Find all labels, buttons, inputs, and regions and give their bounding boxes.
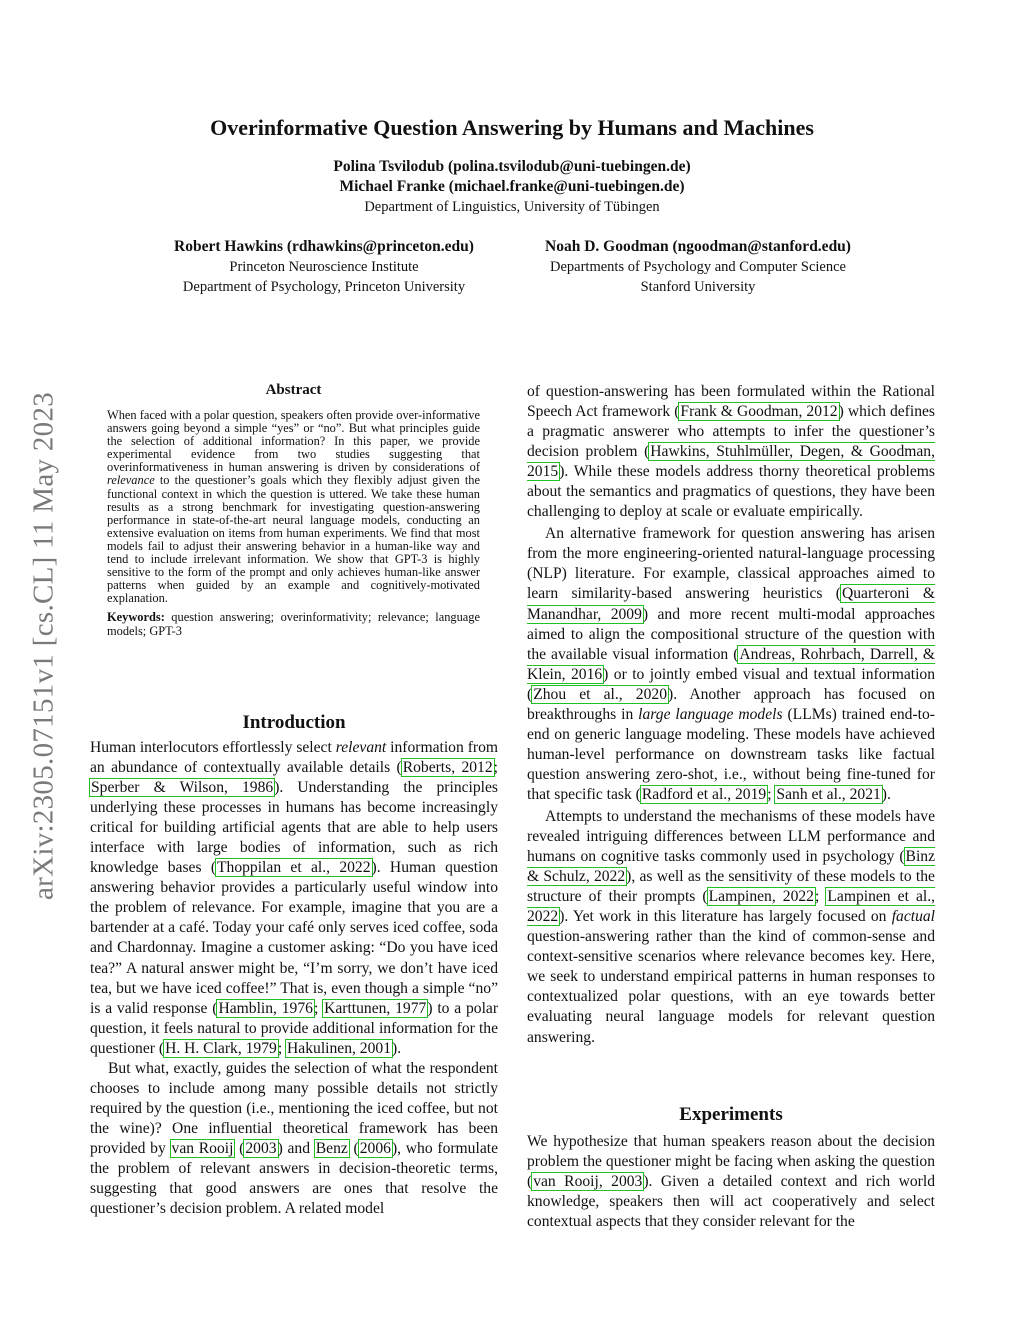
citation-link[interactable]: Radford et al., 2019 xyxy=(641,785,767,803)
citation-link[interactable]: Karttunen, 1977 xyxy=(324,999,427,1017)
author-block-left xyxy=(140,236,508,297)
author-affiliation: Princeton Neuroscience Institute xyxy=(229,259,419,275)
citation-link[interactable]: Thoppilan et al., 2022 xyxy=(217,859,371,877)
citation-link[interactable]: Hawkins, Stuhlmüller, Degen, & Goodman, 2015 xyxy=(527,443,935,481)
author-affiliation: Department of Psychology, Princeton University xyxy=(182,279,466,295)
citation-link[interactable]: H. H. Clark, 1979 xyxy=(165,1039,277,1057)
section-heading: Experiments xyxy=(679,1104,783,1125)
experiments-section xyxy=(527,1104,935,1232)
citation-link[interactable]: Andreas, Rohrbach, Darrell, & Klein, 2016 xyxy=(527,645,936,683)
paper-title: Overinformative Question Answering by Humans and Machines xyxy=(210,115,814,140)
abstract-heading: Abstract xyxy=(265,382,322,398)
authors-top xyxy=(0,157,1024,218)
citation-link[interactable]: Roberts, 2012 xyxy=(402,759,493,777)
paragraph: Human interlocutors effortlessly select relevant information from an abundance of contextually available details (Roberts, 2012; Sperber & Wilson, 1986). Understanding the principles underlying these processes in humans has become increasingly critical for building artificial agents that are able to help users interface with large bodies of information, such as rich knowledge bases (Thoppilan et al., 2022). Human question answering behavior provides a particularly useful window into the problem of relevance. For example, imagine that you are a bartender at a café. Today your café only serves iced coffee, soda and Chardonnay. Imagine a customer asking: “Do you have iced tea?” A natural answer might be, “I’m sorry, we don’t have iced tea, but we have iced coffee!” That is, even though a simple “no” is a valid response (Hamblin, 1976; Karttunen, 1977) to a polar question, it feels natural to provide additional information for the questioner (H. H. Clark, 1979; Hakulinen, 2001). xyxy=(90,739,499,1057)
keywords-label: Keywords: xyxy=(107,610,165,625)
citation-link[interactable]: van Rooij xyxy=(171,1139,234,1157)
author-name: Robert Hawkins (rdhawkins@princeton.edu) xyxy=(174,238,474,255)
author-name: Polina Tsvilodub (polina.tsvilodub@uni-tuebingen.de) xyxy=(333,158,691,175)
abstract xyxy=(107,382,480,638)
paragraph: But what, exactly, guides the selection of what the respondent chooses to include among many possible details not strictly required by the question (i.e., mentioning the iced coffee, but not the wine)? One influential theoretical framework has been provided by van Rooij (2003) and Benz (2006), who formulate the problem of relevant answers in decision-theoretic terms, suggesting that good answers are ones that resolve the questioner’s decision problem. A related model xyxy=(90,1059,498,1218)
author-name: Noah D. Goodman (ngoodman@stanford.edu) xyxy=(545,238,851,255)
abstract-text: When faced with a polar question, speakers often provide over-informative answers going beyond a simple “yes” or “no”. But what principles guide the selection of additional information? In this paper, we provide experimental evidence from two studies suggesting that overinformativeness in human answering is driven by considerations of relevance to the questioner’s goals which they flexibly adjust given the functional context in which the question is uttered. We take these human results as a strong benchmark for investigating question-answering performance in state-of-the-art neural language models, conducting an extensive evaluation on items from human experiments. We find that most models fail to adjust their answering behavior in a human-like way and tend to include irrelevant information. We show that GPT-3 is highly sensitive to the form of the prompt and only achieves human-like answer patterns when guided by an example and cognitively-motivated explanation. xyxy=(107,408,480,606)
citation-link[interactable]: Hamblin, 1976 xyxy=(218,999,313,1017)
introduction-section xyxy=(90,712,498,1219)
citation-link[interactable]: Sanh et al., 2021 xyxy=(776,785,881,803)
paragraph: Attempts to understand the mechanisms of these models have revealed intriguing differences between LLM performance and humans on cognitive tasks commonly used in psychology (Binz & Schulz, 2022), as well as the sensitivity of these models to the structure of their prompts (Lampinen, 2022; Lampinen et al., 2022). Yet work in this literature has largely focused on factual question-answering rather than the kind of common-sense and context-sensitive scenarios where relevance becomes key. Here, we seek to understand empirical patterns in human responses to contextualized polar questions, with an eye towards better evaluating neural language models for relevant question answering. xyxy=(527,807,935,1046)
citation-link[interactable]: Frank & Goodman, 2012 xyxy=(680,403,838,421)
right-column xyxy=(527,382,935,1048)
arxiv-identifier: arXiv:2305.07151v1 [cs.CL] 11 May 2023 xyxy=(27,391,60,901)
citation-link[interactable]: Binz & Schulz, 2022 xyxy=(527,848,935,886)
author-block-right xyxy=(515,236,881,297)
keywords: Keywords: question answering; overinformativity; relevance; language models; GPT-3 xyxy=(107,610,480,638)
paragraph: An alternative framework for question answering has arisen from the more engineering-oriented natural-language processing (NLP) literature. For example, classical approaches aimed to learn similarity-based answering heuristics (Quarteroni & Manandhar, 2009) and more recent multi-modal approaches aimed to align the compositional structure of the question with the available visual information (Andreas, Rohrbach, Darrell, & Klein, 2016) or to jointly embed visual and textual information (Zhou et al., 2020). Another approach has focused on breakthroughs in large language models (LLMs) trained end-to-end on generic language modeling. These models have achieved human-level performance on downstream tasks like factual question answering zero-shot, i.e., without being fine-tuned for that specific task (Radford et al., 2019; Sanh et al., 2021). xyxy=(527,525,936,803)
author-name: Michael Franke (michael.franke@uni-tuebingen.de) xyxy=(339,178,685,195)
citation-link[interactable]: Benz xyxy=(315,1139,348,1157)
paragraph: of question-answering has been formulated within the Rational Speech Act framework (Frank & Goodman, 2012) which defines a pragmatic answerer who attempts to infer the questioner’s decision problem (Hawkins, Stuhlmüller, Degen, & Goodman, 2015). While these models address thorny theoretical problems about the semantics and pragmatics of questions, they have been challenging to deploy at scale or evaluate empirically. xyxy=(527,383,935,521)
section-heading: Introduction xyxy=(242,712,346,733)
paragraph: We hypothesize that human speakers reason about the decision problem the questioner might be facing when asking the question (van Rooij, 2003). Given a detailed context and rich world knowledge, speakers then will act cooperatively and select contextual aspects that they consider relevant for the xyxy=(527,1133,935,1231)
author-affiliation: Department of Linguistics, University of Tübingen xyxy=(364,199,660,215)
citation-link[interactable]: Hakulinen, 2001 xyxy=(287,1039,391,1057)
citation-link[interactable]: Quarteroni & Manandhar, 2009 xyxy=(527,585,935,623)
citation-link[interactable]: Sperber & Wilson, 1986 xyxy=(91,779,274,797)
author-affiliation: Departments of Psychology and Computer Science xyxy=(550,259,846,275)
citation-link[interactable]: Zhou et al., 2020 xyxy=(533,685,667,703)
author-affiliation: Stanford University xyxy=(640,279,756,295)
citation-link[interactable]: Lampinen, 2022 xyxy=(708,888,814,906)
citation-link[interactable]: Lampinen et al., 2022 xyxy=(527,888,935,926)
citation-link[interactable]: 2006 xyxy=(359,1139,391,1157)
citation-link[interactable]: van Rooij, 2003 xyxy=(533,1173,643,1191)
citation-link[interactable]: 2003 xyxy=(245,1139,277,1157)
